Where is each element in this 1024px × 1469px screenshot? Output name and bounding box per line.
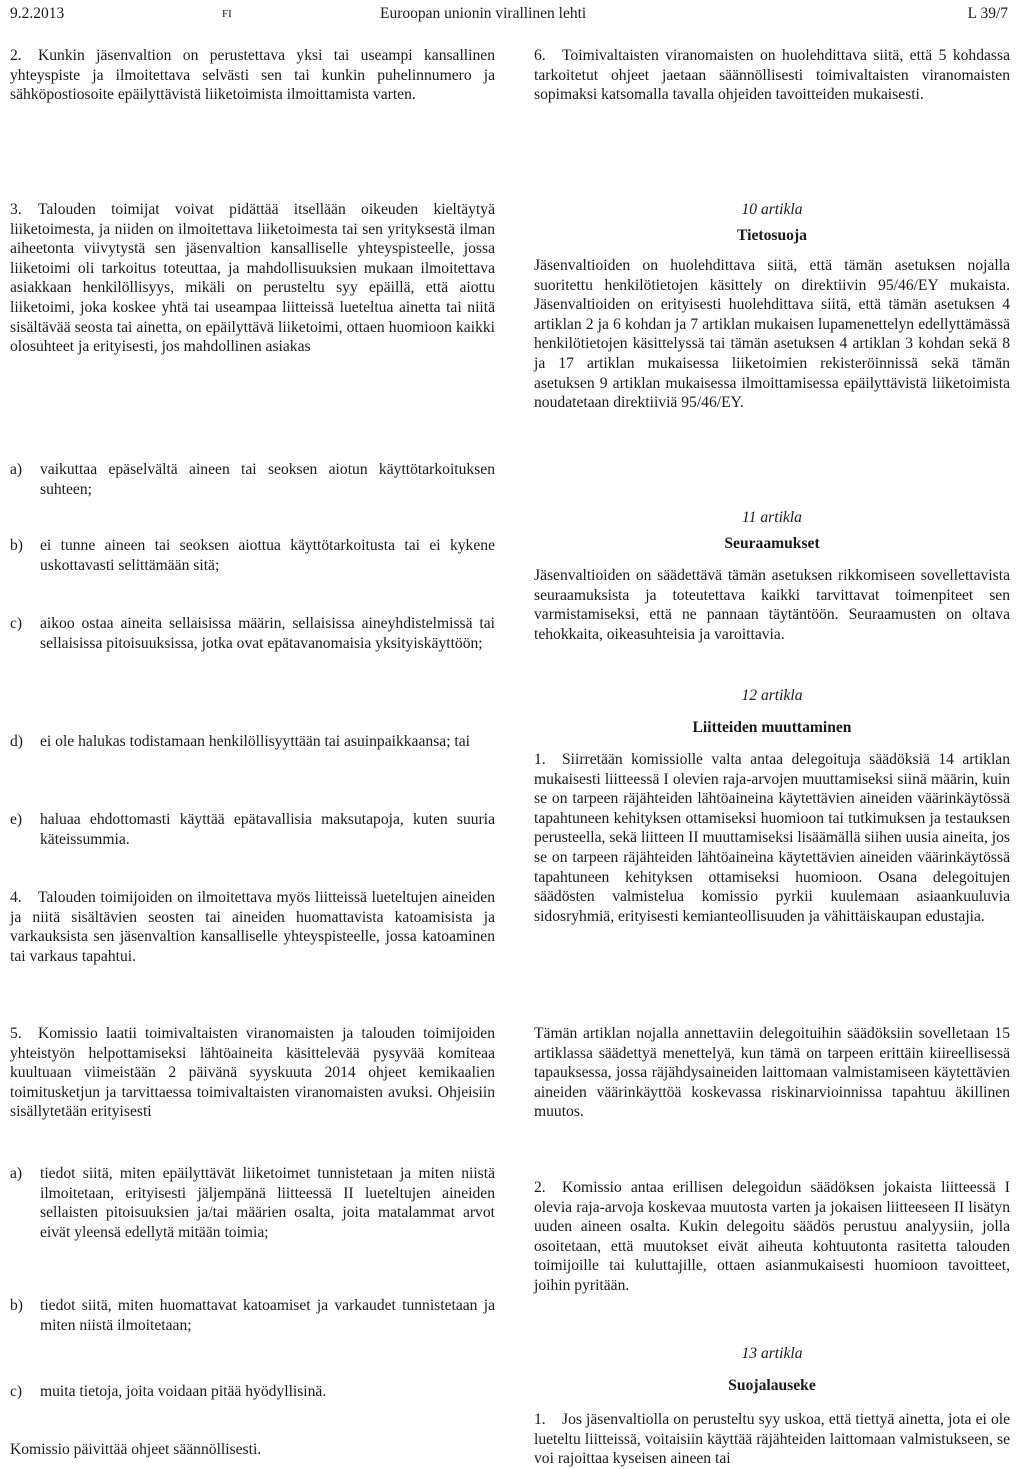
item-label: b) [10,537,23,554]
item-text: tiedot siitä, miten epäilyttävät liiketoimet tunnistetaan ja miten niistä ilmoitetaan, erityisesti jäljempänä liitteessä II lueteltujen aineiden sellaisten pitoisuuksien ja/tai määrien osalta, joita matalammat arvot eivät yleensä edellytä mitään toimia; [40,1165,495,1241]
paragraph-number: 5. [10,1025,22,1042]
item-text: haluaa ehdottomasti käyttää epätavallisia maksutapoja, kuten suuria käteissummia. [40,811,495,848]
paragraph-5 [10,1024,495,1122]
item-text: vaikuttaa epäselvältä aineen tai seoksen aiotun käyttötarkoituksen suhteen; [40,461,495,498]
item-text: tiedot siitä, miten huomattavat katoamiset ja varkaudet tunnistetaan ja miten niistä ilmoitetaan; [40,1297,495,1334]
article-13-paragraph-1 [534,1410,1010,1469]
item-text: ei ole halukas todistamaan henkilöllisyyttään tai asuinpaikkaansa; tai [40,733,471,750]
article-12-paragraph-1b: Tämän artiklan nojalla annettaviin delegoituihin säädöksiin sovelletaan 15 artiklassa säädettyä menettelyä, kun tämä on tarpeen erittäin kiireellisessä tapauksessa, jossa räjähdysaineiden laittomaan valmistamiseen käytettävien aineiden väärinkäyttöä koskevassa riskinarvioinnissa tapahtuu äkillinen muutos. [534,1025,1010,1121]
header-journal-title: Euroopan unionin virallinen lehti [380,5,587,22]
paragraph-number: 1. [534,1411,546,1428]
article-13-label: 13 artikla [741,1345,803,1362]
paragraph-number: 3. [10,201,22,218]
item-text: aikoo ostaa aineita sellaisissa määrin, sellaisissa aineyhdistelmissä tai sellaisissa pitoisuuksissa, jotka ovat epätavanomaisia yksityiskäyttöön; [40,615,495,652]
article-12-paragraph-1 [534,750,1010,926]
list-item-3e [10,810,495,849]
item-label: c) [10,1383,23,1400]
paragraph-6 [534,46,1010,105]
article-10-title: Tietosuoja [737,227,807,244]
header-page-number: L 39/7 [967,5,1008,22]
article-11-label: 11 artikla [742,509,802,526]
item-label: c) [10,615,23,632]
header-language: FI [222,8,232,20]
paragraph-text: Komissio antaa erillisen delegoidun säädöksen jokaista liitteessä I olevia raja-arvoja koskevaa muutosta varten ja jokaisen liitteeseen II lisätyn uuden aineen osalta. Kukin delegoitu säädös perustuu analyysiin, jolla osoitetaan, että muutokset eivät aiheuta kohtuutonta rasitetta talouden toimijoille tai kuluttajille, ottaen asianmukaisesti huomioon tavoitteet, joihin pyritään. [534,1179,1010,1294]
list-item-3b [10,536,495,575]
list-item-5b [10,1296,495,1335]
item-label: b) [10,1297,23,1314]
paragraph-3 [10,200,495,357]
paragraph-text: Talouden toimijoiden on ilmoitettava myös liitteissä lueteltujen aineiden ja niitä sisältävien seosten tai aineiden huomattavista katoamisista ja varkauksista sen jäsenvaltion kansalliselle yhteyspisteelle, jossa katoaminen tai varkaus tapahtui. [10,889,495,965]
paragraph-2 [10,46,495,105]
list-item-3a [10,460,495,499]
article-11-text: Jäsenvaltioiden on säädettävä tämän asetuksen rikkomiseen sovellettavista seuraamuksista ja toteutettava kaikki tarvittavat toimenpiteet sen varmistamiseksi, että ne pannaan täytäntöön. Seuraamusten on oltava tehokkaita, oikeasuhteisia ja varoittavia. [534,567,1010,643]
item-text: ei tunne aineen tai seoksen aiottua käyttötarkoitusta tai ei kykene uskottavasti selittämään sitä; [40,537,495,574]
paragraph-number: 2. [534,1179,546,1196]
item-label: d) [10,733,23,750]
paragraph-text: Toimivaltaisten viranomaisten on huolehdittava siitä, että 5 kohdassa tarkoitetut ohjeet jaetaan säännöllisesti toimivaltaisten viranomaisten sopimaksi katsomalla tavalla ohjeiden tavoitteiden mukaisesti. [534,47,1010,104]
paragraph-number: 1. [534,751,546,768]
paragraph-text: Komissio laatii toimivaltaisten viranomaisten ja talouden toimijoiden yhteistyön helpottamiseksi lähtöaineita käsittelevää pysyvää komiteaa kuultuaan viimeistään 2 päivänä syyskuuta 2014 ohjeet kemikaalien toimitusketjun ja tarvittaessa toimivaltaisten viranomaisten avuksi. Ohjeisiin sisällytetään erityisesti [10,1025,495,1121]
list-item-3d [10,732,495,752]
article-10-text: Jäsenvaltioiden on huolehdittava siitä, että tämän asetuksen nojalla suoritettu henkilötietojen käsittely on direktiivin 95/46/EY mukaista. Jäsenvaltioiden on erityisesti huolehdittava siitä, että tämän asetuksen 4 artiklan 2 ja 6 kohdan ja 7 artiklan mukaisen lupamenettelyn edellyttämässä henkilötietojen käsittelyssä tai tämän asetuksen 4 artiklan 3 kohdan sekä 8 ja 17 artiklan mukaisessa liiketoimien rekisteröinnissä sekä tämän asetuksen 9 artiklan mukaisessa ilmoittamisessa epäilyttävistä liiketoimista noudatetaan direktiiviä 95/46/EY. [534,257,1010,412]
paragraph-number: 2. [10,47,22,64]
closing-sentence: Komissio päivittää ohjeet säännöllisesti. [10,1441,262,1458]
paragraph-text: Kunkin jäsenvaltion on perustettava yksi tai useampi kansallinen yhteyspiste ja ilmoitettava selvästi sen tai kunkin puhelinnumero ja sähköpostiosoite epäilyttävistä liiketoimista ilmoittamista varten. [10,47,495,104]
paragraph-text: Siirretään komissiolle valta antaa delegoituja säädöksiä 14 artiklan mukaisesti liitteessä I olevien raja-arvojen muuttamiseksi siinä määrin, kuin se on tarpeen räjähteiden lähtöaineina käytettävien aineiden väärinkäytössä tapahtuneen kehityksen ottamiseksi huomioon tai tutkimuksen ja testauksen perusteella, sekä liitteen II muuttamiseksi lisäämällä siihen uusia aineita, jos se on tarpeen räjähteiden lähtöaineina käytettävien aineiden väärinkäytössä tapahtuneen kehityksen ottamiseksi huomioon. Osana delegoitujen säädösten valmistelua komissio pyrkii kuulemaan asiaankuuluvia sidosryhmiä, erityisesti kemianteollisuuden ja vähittäiskaupan edustajia. [534,751,1010,925]
header-date: 9.2.2013 [10,5,65,22]
paragraph-number: 6. [534,47,546,64]
list-item-5c [10,1382,495,1402]
item-label: a) [10,1165,23,1182]
article-11-title: Seuraamukset [724,535,820,552]
item-label: a) [10,461,23,478]
article-12-title: Liitteiden muuttaminen [692,719,852,736]
paragraph-text: Jos jäsenvaltiolla on perusteltu syy uskoa, että tiettyä ainetta, jota ei ole lueteltu liitteissä, voitaisiin käyttää räjähteiden laittomaan valmistukseen, se voi rajoittaa kyseisen aineen tai [534,1411,1010,1468]
article-10-label: 10 artikla [741,201,803,218]
article-12-label: 12 artikla [741,687,803,704]
list-item-5a [10,1164,495,1242]
item-text: muita tietoja, joita voidaan pitää hyödyllisinä. [40,1383,327,1400]
paragraph-number: 4. [10,889,22,906]
list-item-3c [10,614,495,653]
paragraph-text: Talouden toimijat voivat pidättää itsellään oikeuden kieltäytyä liiketoimesta, ja niiden on ilmoitettava liiketoimesta tai sen yrityksestä ilman aiheetonta viivytystä sen jäsenvaltion kansalliselle yhteyspisteelle, jossa liiketoimi oli tarkoitus toteuttaa, ja mahdollisuuksien mukaan ilmoitettava asiakkaan henkilöllisyys, mikäli on perusteltu syy epäillä, että aiottu liiketoimi, joka koskee yhtä tai useampaa liitteissä lueteltua ainetta tai niitä sisältävää seosta tai ainetta, on epäilyttävä liiketoimi, ottaen huomioon kaikki olosuhteet ja erityisesti, jos mahdollinen asiakas [10,201,495,356]
paragraph-4 [10,888,495,966]
article-13-title: Suojalauseke [728,1377,816,1394]
page-header [10,4,1008,26]
article-12-paragraph-2 [534,1178,1010,1296]
item-label: e) [10,811,23,828]
